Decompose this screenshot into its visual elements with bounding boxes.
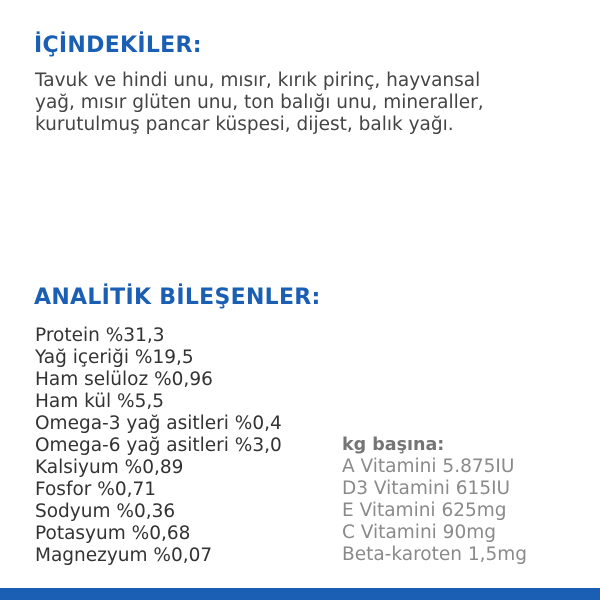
vitamin-item: E Vitamini 625mg bbox=[342, 500, 507, 521]
analytic-item: Magnezyum %0,07 bbox=[35, 545, 213, 566]
vitamins-title: kg başına: bbox=[342, 435, 445, 455]
ingredients-line: Tavuk ve hindi unu, mısır, kırık pirinç, hayvansal bbox=[35, 70, 481, 91]
analytic-item: Omega-6 yağ asitleri %3,0 bbox=[35, 435, 282, 456]
ingredients-line: kurutulmuş pancar küspesi, dijest, balık yağı. bbox=[35, 114, 454, 135]
analytic-constituents-heading: ANALİTİK BİLEŞENLER: bbox=[34, 285, 321, 310]
analytic-item: Fosfor %0,71 bbox=[35, 479, 157, 500]
analytic-item: Kalsiyum %0,89 bbox=[35, 457, 184, 478]
vitamins-block bbox=[342, 434, 527, 566]
vitamin-item: C Vitamini 90mg bbox=[342, 522, 496, 543]
analytic-constituents-list bbox=[35, 325, 282, 567]
analytic-item: Omega-3 yağ asitleri %0,4 bbox=[35, 413, 282, 434]
analytic-item: Potasyum %0,68 bbox=[35, 523, 191, 544]
vitamin-item: A Vitamini 5.875IU bbox=[342, 456, 515, 477]
analytic-item: Protein %31,3 bbox=[35, 325, 165, 346]
analytic-item: Sodyum %0,36 bbox=[35, 501, 176, 522]
bottom-bar bbox=[0, 588, 600, 600]
ingredients-heading: İÇİNDEKİLER: bbox=[34, 33, 202, 58]
ingredients-line: yağ, mısır glüten unu, ton balığı unu, mineraller, bbox=[35, 92, 484, 113]
analytic-item: Yağ içeriği %19,5 bbox=[35, 347, 194, 368]
vitamins-list bbox=[342, 456, 527, 566]
vitamin-item: Beta-karoten 1,5mg bbox=[342, 544, 528, 565]
ingredients-text bbox=[35, 70, 580, 136]
analytic-item: Ham selüloz %0,96 bbox=[35, 369, 213, 390]
analytic-item: Ham kül %5,5 bbox=[35, 391, 165, 412]
vitamin-item: D3 Vitamini 615IU bbox=[342, 478, 511, 499]
